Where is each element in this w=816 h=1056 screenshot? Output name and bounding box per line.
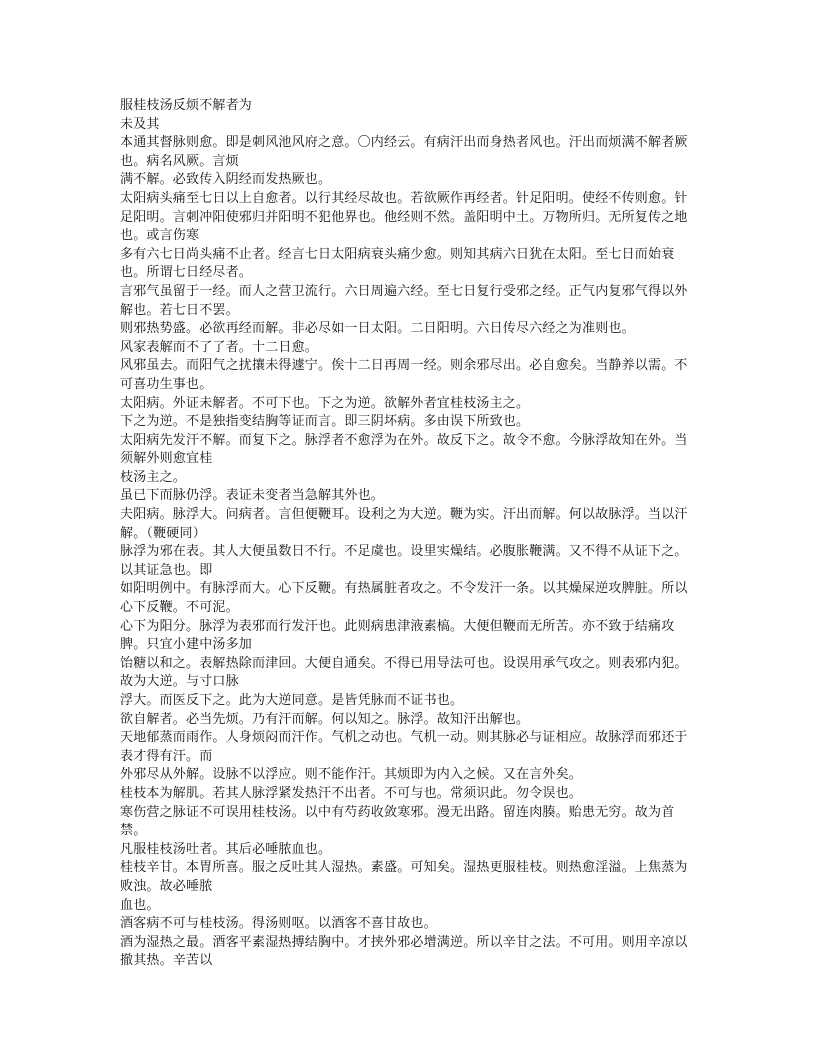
text-line: 如阳明例中。有脉浮而大。心下反鞭。有热属脏者攻之。不令发汗一条。以其燥屎逆攻脾脏。所以心下反鞭。不可泥。 [120, 581, 688, 616]
text-line: 饴糖以和之。表解热除而津回。大便自通矣。不得已用导法可也。设误用承气攻之。则表邪内犯。故为大逆。与寸口脉 [120, 655, 688, 690]
document-page [120, 97, 700, 971]
text-line: 满不解。必致传入阴经而发热厥也。 [120, 172, 332, 188]
text-line: 欲自解者。必当先烦。乃有汗而解。何以知之。脉浮。故知汗出解也。 [120, 711, 530, 727]
text-line: 酒为湿热之最。酒客平素湿热搏结胸中。才挟外邪必增满逆。所以辛甘之法。不可用。则用辛凉以撤其热。辛苦以 [120, 934, 688, 969]
text-line: 血也。 [120, 897, 160, 913]
text-line: 虽已下而脉仍浮。表证未变者当急解其外也。 [120, 488, 385, 504]
text-line: 太阳病头痛至七日以上自愈者。以行其经尽故也。若欲厥作再经者。针足阳明。使经不传则愈。针足阳明。言刺冲阳使邪归并阳明不犯他界也。他经则不然。盖阳明中土。万物所归。无所复传之地也。或言伤寒 [120, 190, 688, 244]
text-line: 桂枝本为解肌。若其人脉浮紧发热汗不出者。不可与也。常须识此。勿令误也。 [120, 785, 583, 801]
text-line: 脉浮为邪在表。其人大便虽数日不行。不足虞也。设里实燥结。必腹胀鞭满。又不得不从证下之。以其证急也。即 [120, 544, 688, 578]
text-line: 下之为逆。不是独指变结胸等证而言。即三阴坏病。多由误下所致也。 [120, 414, 530, 430]
text-line: 寒伤营之脉证不可误用桂枝汤。以中有芍药收敛寒邪。漫无出路。留连肉腠。贻患无穷。故为首禁。 [120, 804, 675, 839]
text-line: 酒客病不可与桂枝汤。得汤则呕。以酒客不喜甘故也。 [120, 916, 437, 932]
text-line: 天地郁蒸而雨作。人身烦闷而汗作。气机之动也。气机一动。则其脉必与证相应。故脉浮而邪还于表才得有汗。而 [120, 730, 688, 764]
text-line: 未及其 [120, 116, 160, 132]
text-line: 夫阳病。脉浮大。问病者。言但便鞭耳。设利之为大逆。鞭为实。汗出而解。何以故脉浮。当以汗解。（鞭硬同） [120, 507, 688, 541]
text-line: 则邪热势盛。必欲再经而解。非必尽如一日太阳。二日阳明。六日传尽六经之为准则也。 [120, 321, 635, 337]
text-line: 心下为阳分。脉浮为表邪而行发汗也。此则病患津液素槁。大便但鞭而无所苦。亦不致于结痛攻脾。只宜小建中汤多加 [120, 618, 675, 653]
title-line: 服桂枝汤反烦不解者为 [120, 98, 253, 113]
text-line: 桂枝辛甘。本胃所喜。服之反吐其人湿热。素盛。可知矣。湿热更服桂枝。则热愈淫溢。上焦蒸为败浊。故必唾脓 [120, 860, 688, 894]
text-line: 多有六七日尚头痛不止者。经言七日太阳病衰头痛少愈。则知其病六日犹在太阳。至七日而始衰也。所谓七日经尽者。 [120, 246, 675, 281]
text-line: 浮大。而医反下之。此为大逆同意。是皆凭脉而不证书也。 [120, 693, 464, 708]
text-line: 言邪气虽留于一经。而人之营卫流行。六日周遍六经。至七日复行受邪之经。正气内复邪气得以外解也。若七日不罢。 [120, 283, 688, 318]
text-line: 外邪尽从外解。设脉不以浮应。则不能作汗。其烦即为内入之候。又在言外矣。 [120, 767, 583, 783]
text-line: 太阳病先发汗不解。而复下之。脉浮者不愈浮为在外。故反下之。故令不愈。今脉浮故知在外。当须解外则愈宜桂 [120, 432, 688, 467]
text-line: 枝汤主之。 [120, 469, 187, 485]
text-line: 本通其督脉则愈。即是刺风池风府之意。〇内经云。有病汗出而身热者风也。汗出而烦满不解者厥也。病名风厥。言烦 [120, 135, 688, 169]
text-line: 风邪虽去。而阳气之扰攘未得遽宁。俟十二日再周一经。则余邪尽出。必自愈矣。当静养以需。不可喜功生事也。 [120, 358, 688, 392]
text-line: 风家表解而不了了者。十二日愈。 [120, 339, 319, 355]
text-line: 太阳病。外证未解者。不可下也。下之为逆。欲解外者宜桂枝汤主之。 [120, 395, 530, 411]
text-line: 凡服桂枝汤吐者。其后必唾脓血也。 [120, 841, 332, 857]
